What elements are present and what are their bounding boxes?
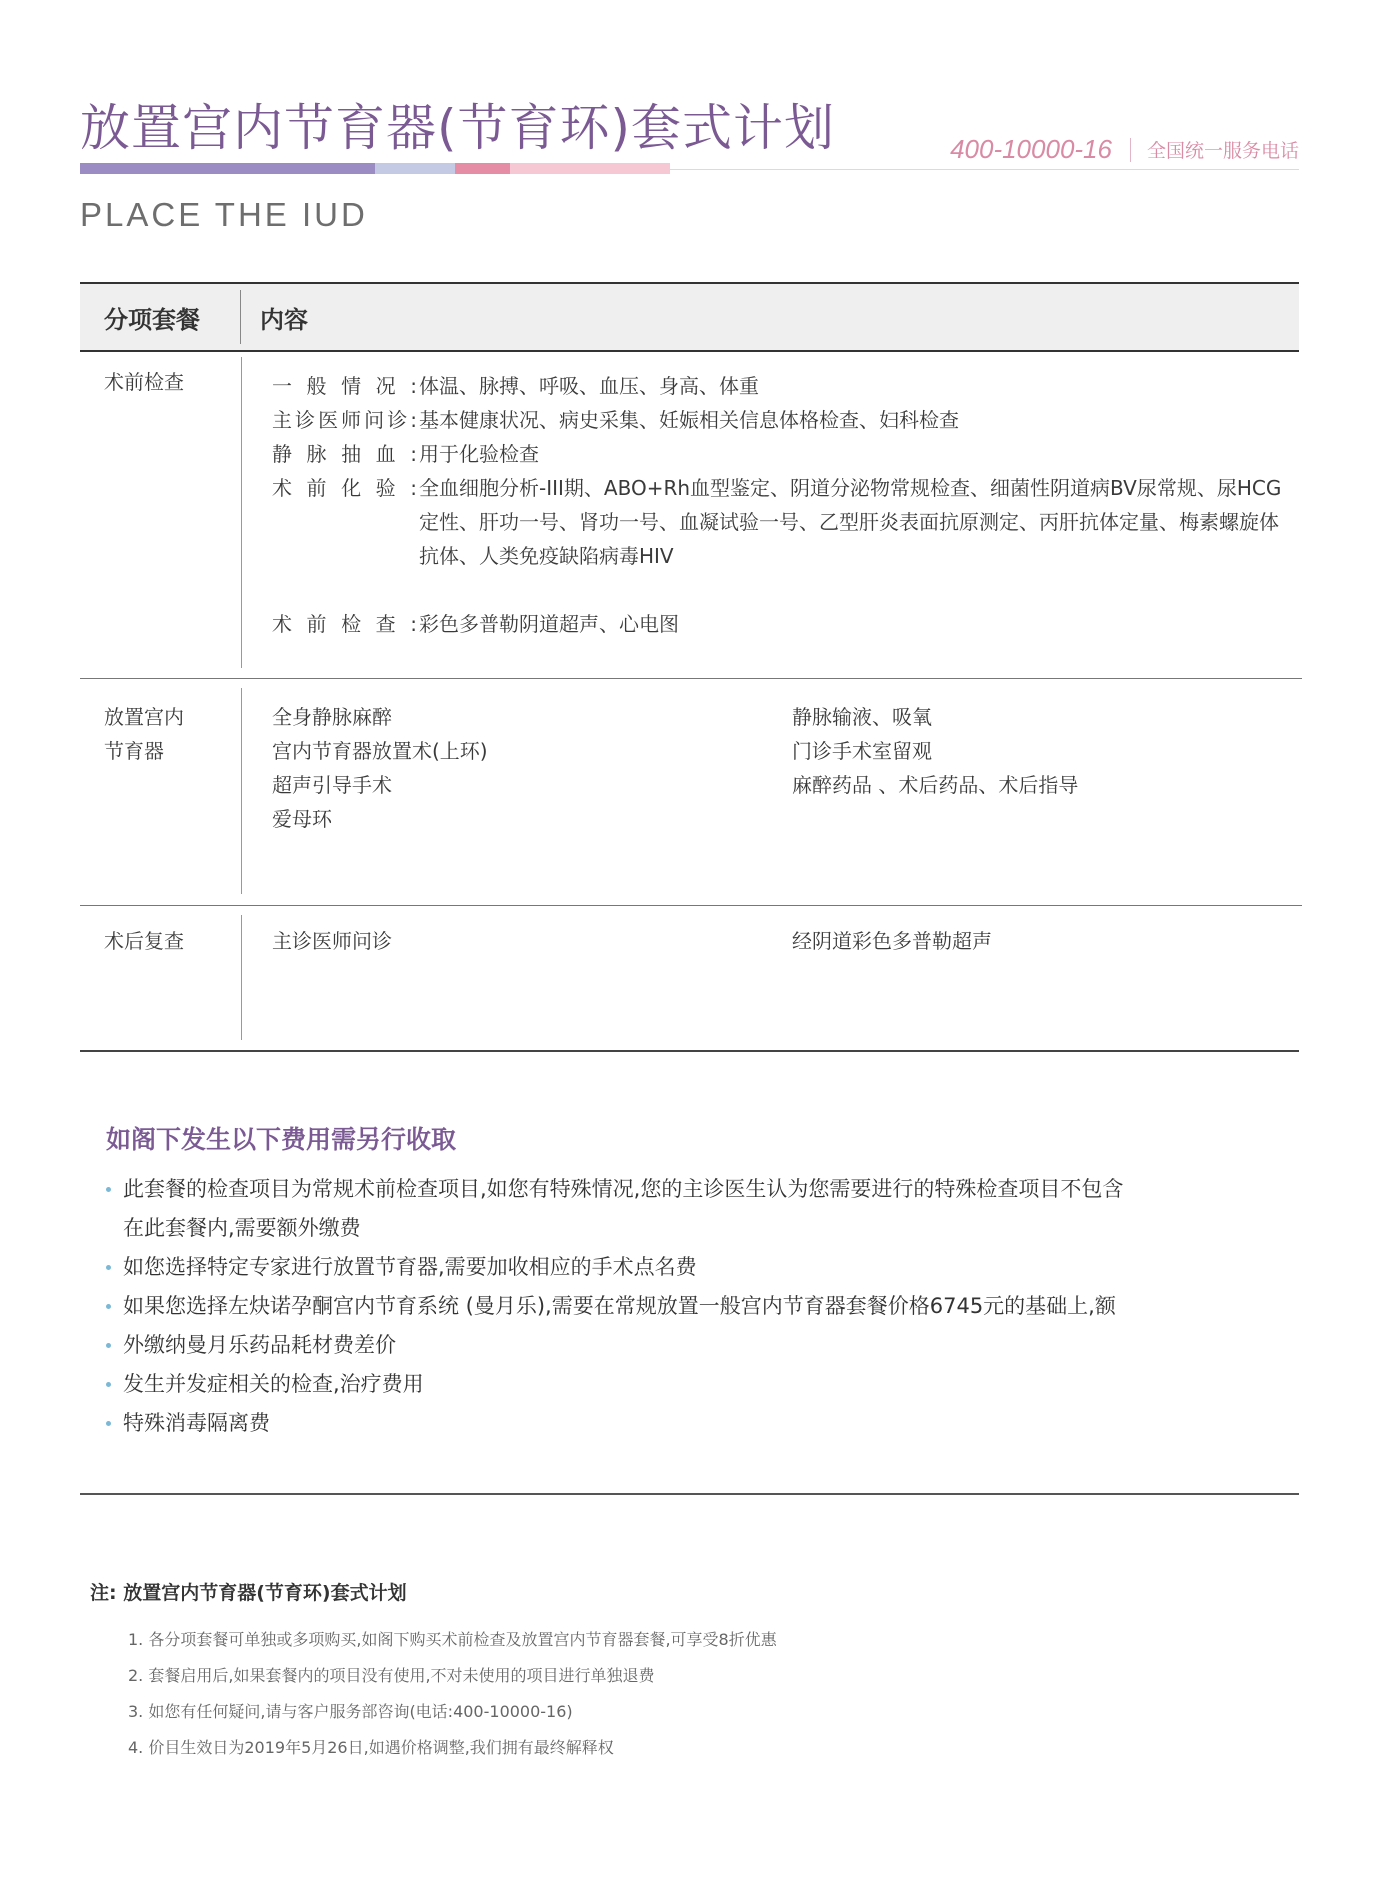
- pre-exam-value: 彩色多普勒阴道超声、心电图: [419, 612, 679, 636]
- service-hotline: [950, 134, 1299, 165]
- table-bottom-rule: [80, 1050, 1299, 1052]
- list-item: 爱母环: [272, 807, 332, 831]
- page-subtitle: PLACE THE IUD: [80, 196, 368, 233]
- iud-items-left: [272, 700, 488, 836]
- list-item-text: 外缴纳曼月乐药品耗材费差价: [123, 1333, 396, 1357]
- pre-exam-key: 术前检查:: [272, 612, 417, 636]
- note-list: [128, 1622, 777, 1766]
- extra-fees-list: [106, 1170, 1256, 1443]
- header-rule: [670, 169, 1299, 170]
- row-category-pre-exam: 术前检查: [104, 370, 184, 394]
- list-item: [106, 1209, 1256, 1248]
- note-item: 1. 各分项套餐可单独或多项购买,如阁下购买术前检查及放置宫内节育器套餐,可享受8折优惠: [128, 1630, 777, 1649]
- list-item: 宫内节育器放置术(上环): [272, 739, 488, 763]
- pre-exam-value-multiline: [419, 471, 1281, 573]
- list-item-text: 特殊消毒隔离费: [123, 1411, 270, 1435]
- hotline-divider: [1130, 138, 1131, 162]
- list-item-text: 在此套餐内,需要额外缴费: [123, 1216, 361, 1240]
- color-bar-lavender: [375, 163, 455, 174]
- list-item: [106, 1365, 1256, 1404]
- list-item: [106, 1248, 1256, 1287]
- bullet-icon: [106, 1187, 111, 1192]
- column-header-category: 分项套餐: [104, 306, 200, 334]
- row-divider-vertical: [241, 357, 242, 668]
- category-line: 放置宫内: [104, 705, 184, 729]
- bullet-icon: [106, 1421, 111, 1426]
- list-item: [106, 1170, 1256, 1209]
- pre-exam-item: [272, 369, 759, 403]
- pre-exam-key: 主诊医师问诊:: [272, 408, 417, 432]
- pre-exam-value: 体温、脉搏、呼吸、血压、身高、体重: [419, 374, 759, 398]
- pre-exam-value-line: 全血细胞分析-III期、ABO+Rh血型鉴定、阴道分泌物常规检查、细菌性阴道病BV尿常规、尿HCG: [419, 476, 1282, 500]
- category-line: 节育器: [104, 739, 164, 763]
- list-item-text: 如您选择特定专家进行放置节育器,需要加收相应的手术点名费: [123, 1255, 697, 1279]
- list-item-text: 如果您选择左炔诺孕酮宫内节育系统 (曼月乐),需要在常规放置一般宫内节育器套餐价格6745元的基础上,额: [123, 1294, 1116, 1318]
- pre-exam-value-line: 定性、肝功一号、肾功一号、血凝试验一号、乙型肝炎表面抗原测定、丙肝抗体定量、梅素螺旋体: [419, 510, 1279, 534]
- column-header-content: 内容: [260, 306, 308, 334]
- color-bar-pink: [455, 163, 510, 174]
- list-item: 麻醉药品 、术后药品、术后指导: [792, 773, 1079, 797]
- row-separator: [80, 905, 1302, 906]
- list-item: 主诊医师问诊: [272, 929, 392, 953]
- extra-fees-heading: 如阁下发生以下费用需另行收取: [106, 1125, 457, 1154]
- list-item: 门诊手术室留观: [792, 739, 932, 763]
- row-divider-vertical: [241, 688, 242, 894]
- table-header: [80, 282, 1299, 352]
- note-item: 3. 如您有任何疑问,请与客户服务部咨询(电话:400-10000-16): [128, 1702, 573, 1721]
- row-category-iud-placement: [104, 700, 184, 768]
- pre-exam-key: 一般情况:: [272, 374, 417, 398]
- bullet-icon: [106, 1304, 111, 1309]
- list-item: 静脉输液、吸氧: [792, 705, 932, 729]
- list-item: [106, 1404, 1256, 1443]
- pre-exam-item: [272, 403, 959, 437]
- pre-exam-key: 静脉抽血:: [272, 442, 417, 466]
- pre-exam-value: 基本健康状况、病史采集、妊娠相关信息体格检查、妇科检查: [419, 408, 959, 432]
- color-bar-light-pink: [510, 163, 670, 174]
- note-item: 4. 价目生效日为2019年5月26日,如遇价格调整,我们拥有最终解释权: [128, 1738, 614, 1757]
- header-divider: [240, 290, 241, 344]
- hotline-phone[interactable]: 400-10000-16: [950, 134, 1112, 164]
- iud-items-right: [792, 700, 1078, 802]
- color-bar-purple: [80, 163, 375, 174]
- pre-exam-item: [272, 437, 539, 471]
- hotline-label: 全国统一服务电话: [1146, 140, 1299, 162]
- note-item: 2. 套餐启用后,如果套餐内的项目没有使用,不对未使用的项目进行单独退费: [128, 1666, 655, 1685]
- pre-exam-key: 术前化验:: [272, 476, 417, 500]
- page-title: 放置宫内节育器(节育环)套式计划: [80, 99, 836, 157]
- note-title: 注: 放置宫内节育器(节育环)套式计划: [90, 1582, 407, 1604]
- bullet-icon: [106, 1382, 111, 1387]
- pre-exam-item: [272, 471, 1281, 573]
- row-separator: [80, 678, 1302, 679]
- list-item: [106, 1326, 1256, 1365]
- pre-exam-item: [272, 607, 679, 641]
- list-item: [106, 1287, 1256, 1326]
- follow-up-right: [792, 924, 992, 958]
- section-divider: [80, 1493, 1299, 1495]
- row-category-follow-up: 术后复查: [104, 929, 184, 953]
- pre-exam-value-line: 抗体、人类免疫缺陷病毒HIV: [419, 544, 674, 568]
- list-item: 超声引导手术: [272, 773, 392, 797]
- list-item: 全身静脉麻醉: [272, 705, 392, 729]
- list-item-text: 发生并发症相关的检查,治疗费用: [123, 1372, 424, 1396]
- pre-exam-value: 用于化验检查: [419, 442, 539, 466]
- row-divider-vertical: [241, 915, 242, 1040]
- title-color-bar: [80, 163, 670, 174]
- list-item-text: 此套餐的检查项目为常规术前检查项目,如您有特殊情况,您的主诊医生认为您需要进行的特殊检查项目不包含: [123, 1177, 1124, 1201]
- follow-up-left: [272, 924, 392, 958]
- bullet-icon: [106, 1265, 111, 1270]
- bullet-icon: [106, 1343, 111, 1348]
- list-item: 经阴道彩色多普勒超声: [792, 929, 992, 953]
